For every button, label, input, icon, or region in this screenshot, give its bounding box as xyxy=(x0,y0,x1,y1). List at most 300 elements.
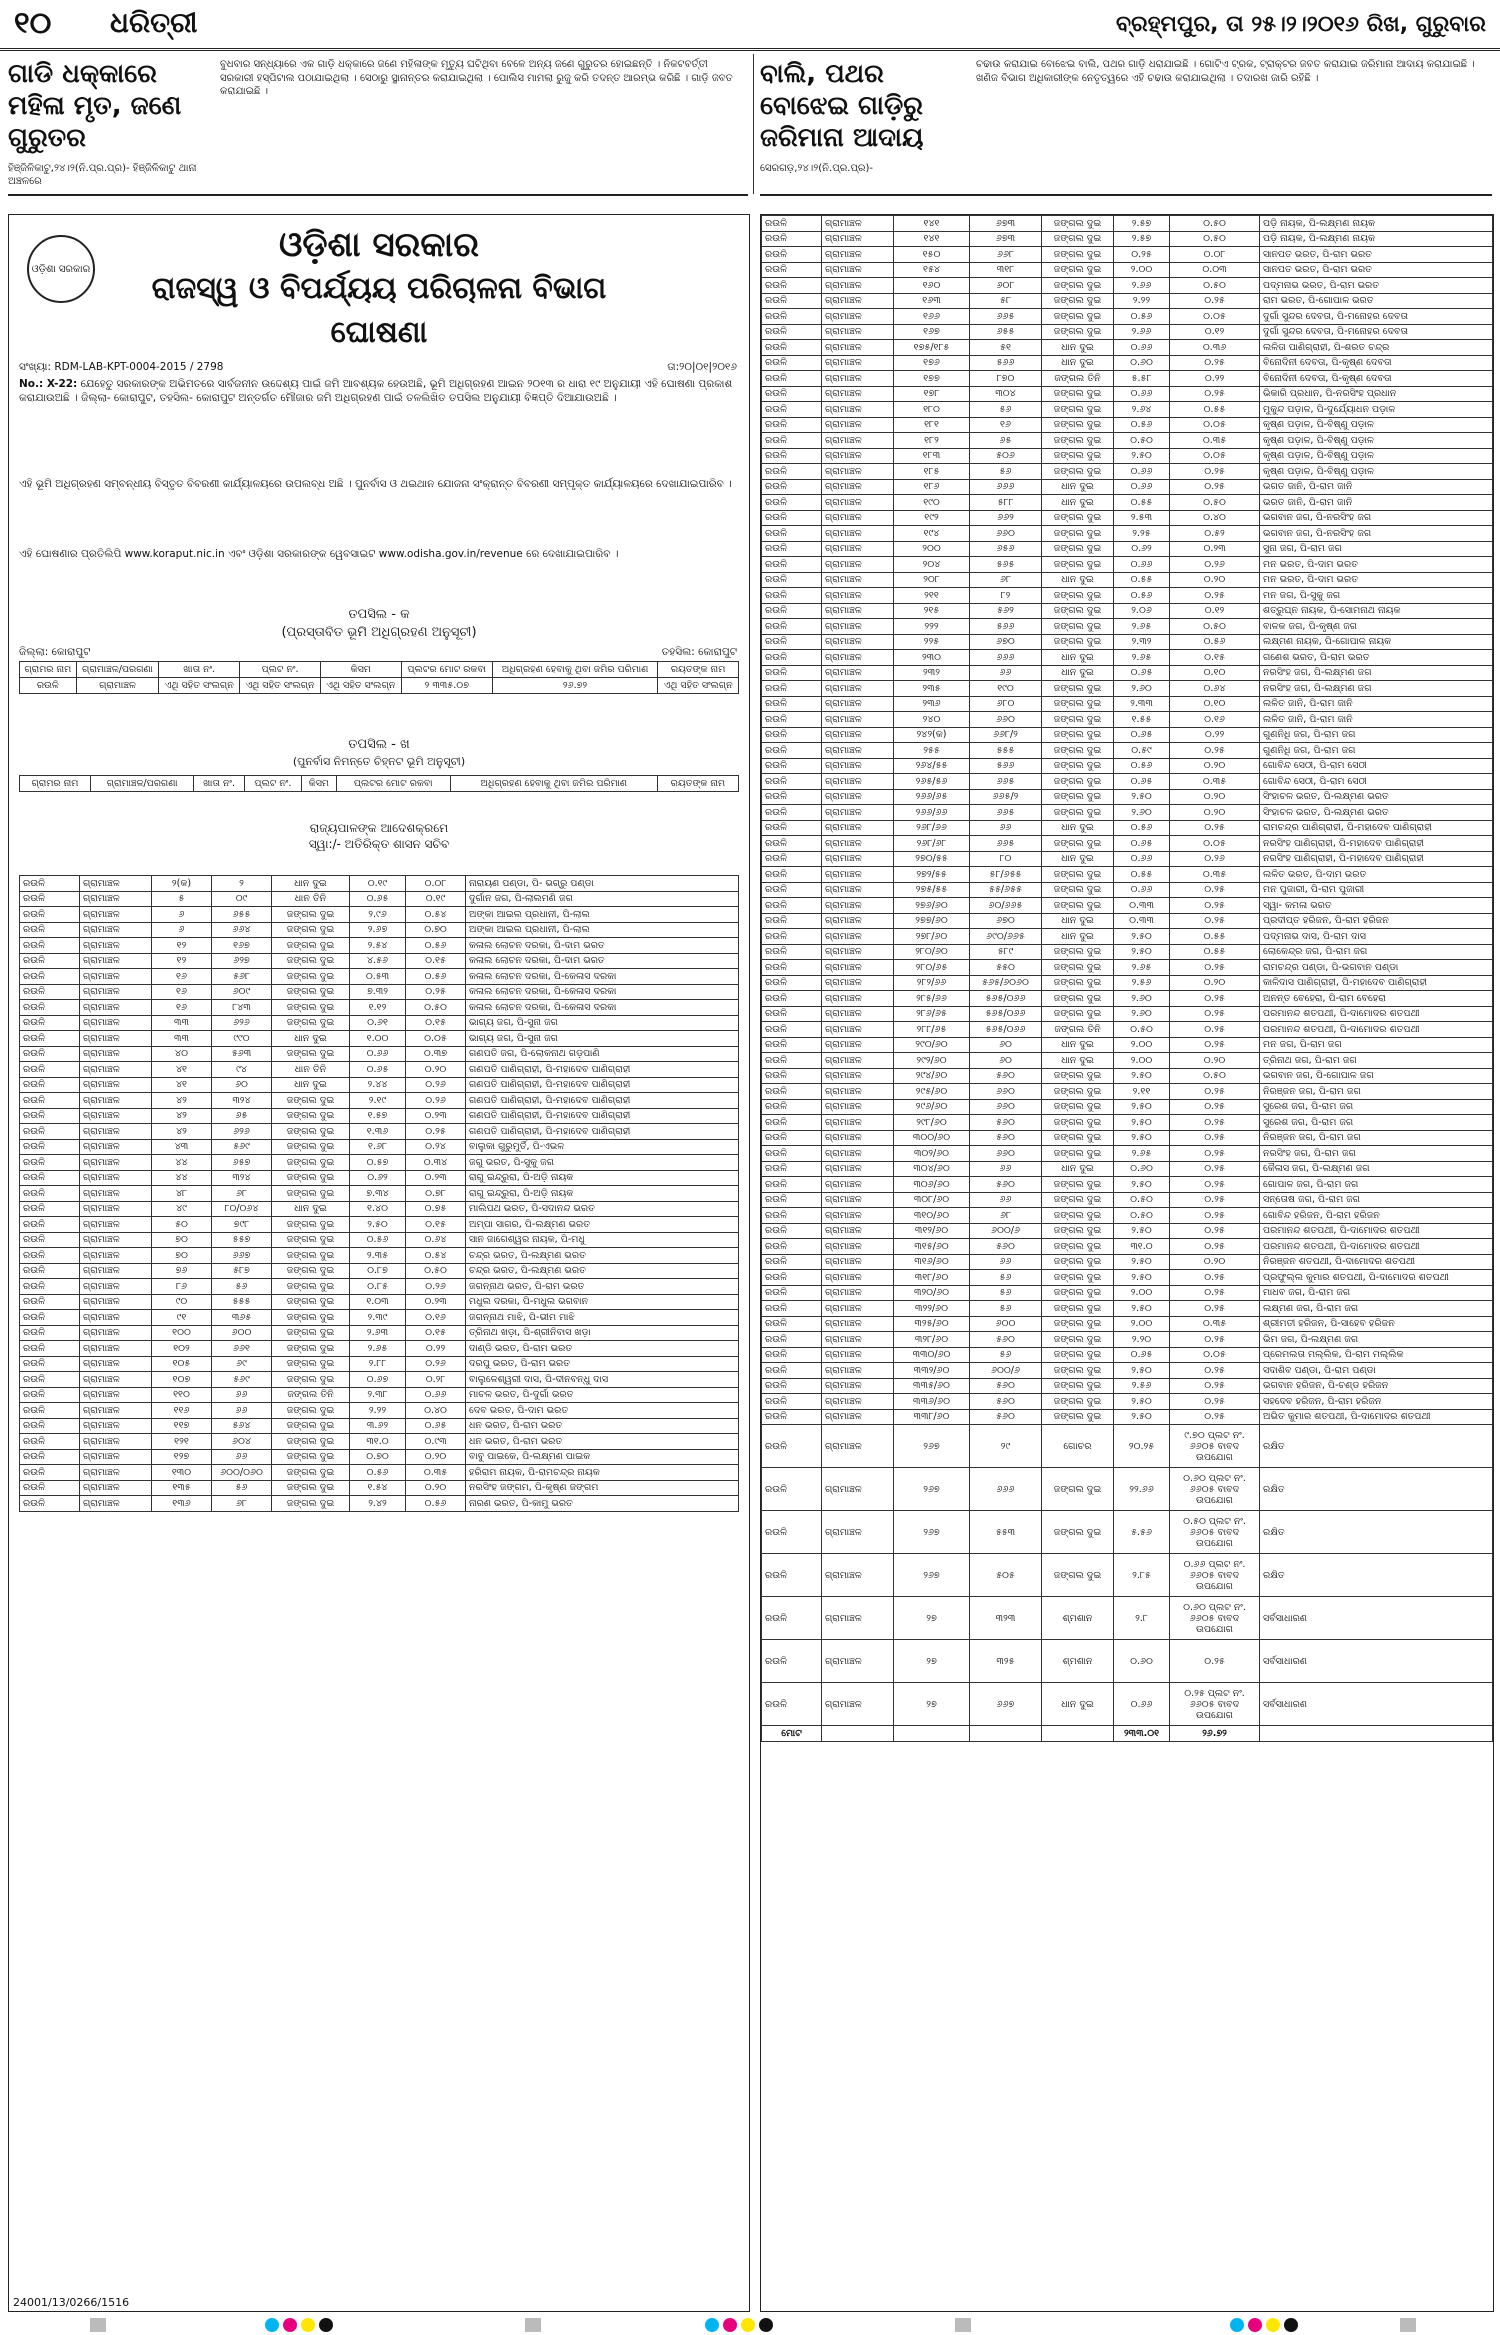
table-cell: ଜଙ୍ଗଲ ଦୁଇ xyxy=(1042,541,1114,557)
table-cell: ରଉଳି xyxy=(762,510,822,526)
table-cell: ୦.୬୬ xyxy=(1114,386,1170,402)
table-cell: ୦.୨୫ xyxy=(1170,898,1260,914)
table-cell: ସହଦେବ ହରିଜନ, ପି-ରାମ ହରିଜନ xyxy=(1260,1394,1493,1410)
table-cell: ଧାନ ଦୁଇ xyxy=(1042,913,1114,929)
table-row xyxy=(762,1640,1493,1683)
table-cell: ଜଙ୍ଗଲ ଦୁଇ xyxy=(1042,1192,1114,1208)
table-cell: ଗ୍ରାମାଞ୍ଚଳ xyxy=(80,1480,152,1496)
table-cell: ୨୮୦/୬୫ xyxy=(894,960,970,976)
table-cell: ଗ୍ରାମାଞ୍ଚଳ xyxy=(822,1554,894,1597)
table-row xyxy=(762,789,1493,805)
table-cell: ଗ୍ରାମାଞ୍ଚଳ xyxy=(822,867,894,883)
col-header: ପ୍ଲଟ ନଂ. xyxy=(240,662,321,678)
table-cell: ୦.୨୫ xyxy=(1170,1161,1260,1177)
news-headline: ବାଲି, ପଥର ବୋଝେଇ ଗାଡ଼ିରୁ ଜରିମାନା ଆଦାୟ xyxy=(760,59,924,153)
table-cell: ଜଙ୍ଗଲ ଦୁଇ xyxy=(1042,1394,1114,1410)
table-cell: ରଉଳି xyxy=(762,882,822,898)
table-cell: ରଉଳି xyxy=(762,340,822,356)
table-cell: ରଉଳି xyxy=(762,774,822,790)
total-cell xyxy=(1260,1726,1493,1742)
table-cell: ୦.୭୫ xyxy=(406,1201,466,1217)
table-cell: ୦.୧୦ xyxy=(1170,696,1260,712)
table-cell: ୩୩୦/୬୦ xyxy=(894,1347,970,1363)
table-row xyxy=(762,836,1493,852)
table-cell: ୬୭୦ xyxy=(970,913,1042,929)
table-cell: ୬୬ xyxy=(970,820,1042,836)
table-cell: ଜଙ୍ଗଲ ଦୁଇ xyxy=(1042,1099,1114,1115)
table-cell: ୫୫୭ xyxy=(212,1232,272,1248)
table-cell: ଗ୍ରାମାଞ୍ଚଳ xyxy=(822,572,894,588)
table-cell: ଲକ୍ଷ୍ମଣ ଜଗ, ପି-ରାମ ଜଗ xyxy=(1260,1301,1493,1317)
table-row xyxy=(762,1468,1493,1511)
table-cell: ରଉଳି xyxy=(762,1239,822,1255)
table-cell: ଜଙ୍ଗଲ ଦୁଇ xyxy=(1042,1084,1114,1100)
table-cell: ୦.୨୫ xyxy=(1170,743,1260,759)
table-cell: ୬୬୧ xyxy=(212,1341,272,1357)
table-cell: ୫୬୯ xyxy=(212,1372,272,1388)
table-cell: ୨.୦୦ xyxy=(1114,1285,1170,1301)
table-cell: ୨୬୫/୫୬ xyxy=(894,774,970,790)
table-row xyxy=(762,774,1493,790)
table-cell: ଜଙ୍ଗଲ ଦୁଇ xyxy=(272,1325,350,1341)
table-cell: ୫୦୫ xyxy=(970,1554,1042,1597)
table-cell: ୦.୫୫ xyxy=(1170,929,1260,945)
table-cell: ଧାନ ଦୁଇ xyxy=(272,1077,350,1093)
table-row xyxy=(762,1053,1493,1069)
table-row xyxy=(20,1139,739,1155)
table-cell: ରଉଳି xyxy=(20,1031,80,1047)
table-cell: ରଉଳି xyxy=(762,479,822,495)
table-row xyxy=(20,1403,739,1419)
table-cell: ଜଙ୍ଗଲ ଦୁଇ xyxy=(272,1155,350,1171)
table-cell: ରଉଳି xyxy=(762,262,822,278)
table-cell: ଗ୍ରାମାଞ୍ଚଳ xyxy=(822,464,894,480)
table-cell: ରଉଳି xyxy=(20,1279,80,1295)
table-cell: କୈଳାସ ଜଗ, ପି-ଲକ୍ଷ୍ମଣ ଜଗ xyxy=(1260,1161,1493,1177)
table-row xyxy=(20,1124,739,1140)
table-cell: ଗ୍ରାମାଞ୍ଚଳ xyxy=(80,1031,152,1047)
notice-para-1-text: ଯେହେତୁ ସରକାରଙ୍କ ଅଭିମତରେ ସାର୍ବଜନୀନ ଉଦ୍ଦେଶ୍ୟ ପାଇଁ ଜମି ଆବଶ୍ୟକ ହେଉଅଛି, ଭୂମି ଅଧିଗ୍ରହଣ ଆଇନ ୨୦୧୩ ର ଧାରା ୧୯ ଅନୁଯାୟୀ ଏହି ଘୋଷଣା ପ୍ରକାଶ କରାଯାଉଅଛି । ଜିଲ୍ଲା- କୋରାପୁଟ, ତହସିଲ- କୋରାପୁଟ ଅନ୍ତର୍ଗତ ମୌଜାର ଜମି ଅଧିଗ୍ରହଣ ପାଇଁ ତଳଲିଖିତ ତପସିଲ ଅନୁଯାୟୀ ବିଜ୍ଞପ୍ତି ଦିଆଯାଉଅଛି । xyxy=(19,378,733,405)
table-cell: ଗ୍ରାମାଞ୍ଚଳ xyxy=(822,991,894,1007)
district-label: ଜିଲ୍ଲା: କୋରାପୁଟ xyxy=(19,646,91,658)
table-cell: ରଉଳି xyxy=(20,1263,80,1279)
table-cell: ମନ ଭରତ, ପି-ଦାମ ଭରତ xyxy=(1260,557,1493,573)
table-cell: ନିରଞ୍ଜନ ଜଗ, ପି-ରାମ ଜଗ xyxy=(1260,1130,1493,1146)
table-cell: ୫୬୫ xyxy=(970,557,1042,573)
summary-cell: ରଉଳି xyxy=(20,678,77,694)
table-cell: ଗ୍ରାମାଞ୍ଚଳ xyxy=(822,417,894,433)
table-cell: ୩୨୫ xyxy=(970,1640,1042,1683)
table-cell: ୨.୬୭ xyxy=(350,922,406,938)
table-row xyxy=(762,913,1493,929)
table-cell: ଧାନ ଦୁଇ xyxy=(1042,820,1114,836)
table-cell: ପରମାନନ୍ଦ ଶତପଥୀ, ପି-ଦାମୋଦର ଶତପଥୀ xyxy=(1260,1239,1493,1255)
col-header: କିସମ xyxy=(302,776,337,792)
table-cell: ୦.୩୩ xyxy=(1114,913,1170,929)
table-row xyxy=(762,1084,1493,1100)
table-cell: ଗ୍ରାମାଞ୍ଚଳ xyxy=(822,1378,894,1394)
table-cell: ପରମାନନ୍ଦ ଶତପଥୀ, ପି-ଦାମୋଦର ଶତପଥୀ xyxy=(1260,1022,1493,1038)
table-cell: ଗ୍ରାମାଞ୍ଚଳ xyxy=(822,371,894,387)
table-cell: ୬୦୦ xyxy=(970,1316,1042,1332)
table-cell: ଜଙ୍ଗଲ ଦୁଇ xyxy=(272,1186,350,1202)
table-cell: ୦.୨୦ xyxy=(1170,572,1260,588)
table-cell: ୦.୬୫ xyxy=(1114,727,1170,743)
table-cell: ୦.୦୮ xyxy=(1170,247,1260,263)
table-cell: ପ୍ରେମଲତା ମଲ୍ଲିକ, ପି-ରାମ ମଲ୍ଲିକ xyxy=(1260,1347,1493,1363)
table-cell: ଗ୍ରାମାଞ୍ଚଳ xyxy=(822,1146,894,1162)
table-cell: ୦.୧୬ xyxy=(406,1310,466,1326)
registration-mark xyxy=(705,2318,719,2332)
table-cell: ଦୁର୍ଗାନ ଜଗ, ପି-ଲାଲମଣି ଜଗ xyxy=(466,891,739,907)
table-cell: ରଉଳି xyxy=(762,402,822,418)
table-cell: ୬୦୦/୬ xyxy=(970,1363,1042,1379)
table-cell: ଧାନ ତିନି xyxy=(272,1062,350,1078)
notice-ref-line xyxy=(19,360,737,374)
col-header: ଅଧିଗ୍ରହଣ ହେବାକୁ ଥିବା ଜମିର ପରିମାଣ xyxy=(450,776,657,792)
table-cell: ୨.୬୦ xyxy=(1114,991,1170,1007)
table-cell: ୨.୫୭ xyxy=(1114,231,1170,247)
table-cell: ଗ୍ରାମାଞ୍ଚଳ xyxy=(80,1449,152,1465)
table-cell: ୩୦୮/୬୦ xyxy=(894,1192,970,1208)
table-cell: ୦.୩୬ xyxy=(1170,340,1260,356)
table-cell: ୬୦ xyxy=(970,1037,1042,1053)
table-cell: ୬୦୦/୬ xyxy=(970,1223,1042,1239)
table-cell: ୨.୨୨ xyxy=(1114,293,1170,309)
table-cell: ରଉଳି xyxy=(762,758,822,774)
table-cell: କଳାଲ ଲୋଚନ ଦରକା, ପି-ଦାମ ଭରତ xyxy=(466,953,739,969)
table-cell: ୨୩୦ xyxy=(894,650,970,666)
table-cell: ୨୬୮/୬୮ xyxy=(894,836,970,852)
table-cell: ରଉଳି xyxy=(20,1093,80,1109)
table-row xyxy=(20,1465,739,1481)
table-cell: ୮୪୩ xyxy=(212,1000,272,1016)
table-cell: ରଉଳି xyxy=(762,820,822,836)
table-cell: ଭରତ ଜାନି, ପି-ରାମ ଜାନି xyxy=(1260,495,1493,511)
table-cell: ମଧୁଲ ଦରକା, ପି-ମଧୁଲ ଭଗବାନ xyxy=(466,1294,739,1310)
table-cell: ୨.୩୨ xyxy=(1114,634,1170,650)
table-cell: ୦.୬୬ xyxy=(1114,340,1170,356)
table-cell: ଗୋବିନ୍ଦ ହରିଜନ, ପି-ରାମ ହରିଜନ xyxy=(1260,1208,1493,1224)
table-cell: ରଉଳି xyxy=(20,1403,80,1419)
table-cell: ୨୯୫/୬୦ xyxy=(894,1084,970,1100)
table-cell: ଭଗବାନ ଜଗ, ପି-ନରସିଂହ ଜଗ xyxy=(1260,526,1493,542)
summary-cell: ୨ ୩୩୫.୦୭ xyxy=(401,678,492,694)
table-cell: କୃଷ୍ଣ ପଡ଼ାଳ, ପି-ବିଷ୍ଣୁ ପଡ଼ାଳ xyxy=(1260,417,1493,433)
table-cell: ରଉଳି xyxy=(762,1177,822,1193)
news-body: ବୁଧବାର ସନ୍ଧ୍ୟାରେ ଏକ ଗାଡ଼ି ଧକ୍କାରେ ଜଣେ ମହିଳାଙ୍କ ମୃତ୍ୟୁ ଘଟିଥିବା ବେଳେ ଅନ୍ୟ ଜଣେ ଗୁରୁତର ହୋଇଛନ୍ତି । ନିକଟବର୍ତ୍ତୀ ସରକାରୀ ହସ୍ପିଟାଲ ପଠାଯାଇଥିଲା । ସେଠାରୁ ସ୍ଥାନାନ୍ତର କରାଯାଇଥିଲା । ପୋଲିସ ମାମଲା ରୁଜୁ କରି ତଦନ୍ତ ଆରମ୍ଭ କରିଛି । ଗାଡ଼ି ଜବତ କରାଯାଇଛି । xyxy=(220,59,733,97)
table-cell: ୬୬୨ xyxy=(970,510,1042,526)
masthead xyxy=(0,0,1500,51)
table-cell: ୦.୫୫ xyxy=(1114,572,1170,588)
table-cell: ଗ୍ରାମାଞ୍ଚଳ xyxy=(80,1372,152,1388)
table-cell: ଗ୍ରାମାଞ୍ଚଳ xyxy=(822,247,894,263)
table-cell: ୦.୫୨ xyxy=(1170,526,1260,542)
table-cell: ୪୧ xyxy=(152,1062,212,1078)
total-cell: ୨୬.୭୨ xyxy=(1170,1726,1260,1742)
table-cell: ୬ xyxy=(152,907,212,923)
table-cell: ଦେବ ଭରତ, ପି-ଦାମ ଭରତ xyxy=(466,1403,739,1419)
table-cell: ୩୨୨/୬୦ xyxy=(894,1301,970,1317)
table-cell: ୨.୬୫ xyxy=(1114,650,1170,666)
table-cell: ଜଙ୍ଗଲ ଦୁଇ xyxy=(272,1248,350,1264)
table-cell: ୧୮୬ xyxy=(894,479,970,495)
table-cell: ନରସିଂହ ଜଗ, ପି-ଲକ୍ଷ୍ମଣ ଜଗ xyxy=(1260,681,1493,697)
summary-header-row xyxy=(20,662,739,678)
table-cell: ଗ୍ରାମାଞ୍ଚଳ xyxy=(822,681,894,697)
table-cell: ରଉଳି xyxy=(20,891,80,907)
table-cell: ଜଙ୍ଗଲ ଦୁଇ xyxy=(1042,960,1114,976)
table-cell: ସାନପତ ଭରତ, ପି-ରାମ ଭରତ xyxy=(1260,262,1493,278)
table-row xyxy=(762,975,1493,991)
table-cell: ଜଙ୍ଗଲ ଦୁଇ xyxy=(1042,944,1114,960)
table-cell: ଗ୍ରାମାଞ୍ଚଳ xyxy=(822,696,894,712)
table-row xyxy=(762,820,1493,836)
table-cell: ୧୩୫ xyxy=(152,1480,212,1496)
table-cell: ରଉଳି xyxy=(762,541,822,557)
table-cell: ଧାନ ଦୁଇ xyxy=(1042,479,1114,495)
table-cell: ଗ୍ରାମାଞ୍ଚଳ xyxy=(822,603,894,619)
table-cell: ୨୯୨/୬୦ xyxy=(894,1053,970,1069)
table-cell: ରଉଳି xyxy=(762,417,822,433)
table-cell: ୫୦୬ xyxy=(970,448,1042,464)
table-cell: ଜଙ୍ଗଲ ଦୁଇ xyxy=(1042,464,1114,480)
table-cell: ୨.୫୦ xyxy=(1114,929,1170,945)
table-cell: ଗୋଚର xyxy=(1042,1425,1114,1468)
table-cell: ୬୦ xyxy=(212,1077,272,1093)
table-cell: ୦.୦୫ xyxy=(1170,1347,1260,1363)
table-cell: ଗ୍ରାମାଞ୍ଚଳ xyxy=(822,1208,894,1224)
table-cell: ୩୧୦/୬୦ xyxy=(894,1208,970,1224)
table-cell: ଜଙ୍ଗଲ ଦୁଇ xyxy=(1042,1068,1114,1084)
table-cell: ଅନନ୍ତ ବେହେରା, ପି-ରାମ ବେହେରା xyxy=(1260,991,1493,1007)
table-cell: ରକ୍ଷିତ xyxy=(1260,1425,1493,1468)
table-cell: ୦.୨୫ xyxy=(406,1124,466,1140)
table-cell: ଗ୍ରାମାଞ୍ଚଳ xyxy=(80,1000,152,1016)
table-cell: ୨.୩୮ xyxy=(350,1387,406,1403)
table-cell: ୦.୫୦ xyxy=(1170,278,1260,294)
table-cell: ଜଙ୍ଗଲ ଦୁଇ xyxy=(272,1480,350,1496)
table-cell: ଗ୍ରାମାଞ୍ଚଳ xyxy=(822,1161,894,1177)
table-cell: ଗ୍ରାମାଞ୍ଚଳ xyxy=(80,907,152,923)
table-cell: ୩୧୬/୬୦ xyxy=(894,1254,970,1270)
table-cell: ୦.୬୦ xyxy=(1114,355,1170,371)
table-cell: ରଉଳି xyxy=(762,1270,822,1286)
table-cell: ୦.୨୫ xyxy=(1170,1223,1260,1239)
table-cell: ୧.୫୫ xyxy=(1114,712,1170,728)
table-cell: ୦.୨୫ xyxy=(1170,1301,1260,1317)
table-cell: ୦.୨୫ xyxy=(1170,882,1260,898)
table-cell: ଗ୍ରାମାଞ୍ଚଳ xyxy=(80,1496,152,1512)
registration-mark xyxy=(723,2318,737,2332)
registration-mark xyxy=(1400,2318,1416,2332)
table-cell: ଗ୍ରାମାଞ୍ଚଳ xyxy=(80,1263,152,1279)
govt-seal-icon: ଓଡ଼ିଶା ସରକାର xyxy=(27,235,95,303)
table-row xyxy=(20,891,739,907)
table-cell: ୦.୨୫ xyxy=(1170,1084,1260,1100)
table-cell: ୨.୫୦ xyxy=(1114,1068,1170,1084)
table-row xyxy=(20,1186,739,1202)
table-cell: ରାମଚନ୍ଦ୍ର ପଣ୍ଡା, ପି-ଭଗବାନ ପଣ୍ଡା xyxy=(1260,960,1493,976)
table-cell: ୬୬୮/୨ xyxy=(970,727,1042,743)
table-cell: ଜଗନ୍ନାଥ ଭରତ, ପି-ରାମ ଭରତ xyxy=(466,1279,739,1295)
table-cell: ୦.୨୨ xyxy=(1170,371,1260,387)
table-cell: ୧୬୭ xyxy=(212,938,272,954)
summary-cell: ଏଥି ସହିତ ସଂଲଗ୍ନ xyxy=(159,678,240,694)
table-cell: ଗଣେଶ ଭରତ, ପି-ରାମ ଭରତ xyxy=(1260,650,1493,666)
table-cell: ରଉଳି xyxy=(762,293,822,309)
table-row xyxy=(762,1208,1493,1224)
table-cell: ଗ୍ରାମାଞ୍ଚଳ xyxy=(822,1316,894,1332)
table-cell: ଗ୍ରାମାଞ୍ଚଳ xyxy=(80,1077,152,1093)
table-cell: ୫୬୦ xyxy=(970,1068,1042,1084)
col-header: ଖାତା ନଂ. xyxy=(159,662,240,678)
table-cell: ୩୩ xyxy=(152,1031,212,1047)
table-cell: ୦.୬୦ xyxy=(1114,1640,1170,1683)
col-header: ଗ୍ରାମର ନାମ xyxy=(20,776,91,792)
table-cell: ଜଙ୍ଗଲ ଦୁଇ xyxy=(1042,402,1114,418)
table-row xyxy=(762,588,1493,604)
table-cell: ଗ୍ରାମାଞ୍ଚଳ xyxy=(822,851,894,867)
table-cell: ରଉଳି xyxy=(20,1465,80,1481)
table-cell: ଜଙ୍ଗଲ ଦୁଇ xyxy=(1042,386,1114,402)
table-cell: ରଉଳି xyxy=(762,433,822,449)
summary-cell: ଏଥି ସହିତ ସଂଲଗ୍ନ xyxy=(658,678,739,694)
table-cell: ଜଙ୍ଗଲ ଦୁଇ xyxy=(272,938,350,954)
table-row xyxy=(762,898,1493,914)
table-cell: ୧୯୪ xyxy=(894,526,970,542)
table-cell: ଗ୍ରାମାଞ୍ଚଳ xyxy=(80,1139,152,1155)
table-cell: ୬୬୫ xyxy=(970,309,1042,325)
table-cell: ୦.୭୦ xyxy=(406,922,466,938)
table-cell: ୦.୨୫ xyxy=(1170,1099,1260,1115)
table-cell: ଜଙ୍ଗଲ ଦୁଇ xyxy=(1042,588,1114,604)
table-row xyxy=(762,541,1493,557)
table-cell: ୨.୦୦ xyxy=(1114,262,1170,278)
table-cell: ୨.୫୦ xyxy=(1114,1254,1170,1270)
table-cell: ଜଙ୍ଗଲ ଦୁଇ xyxy=(1042,262,1114,278)
table-cell: ୨୮୨/୬୬ xyxy=(894,975,970,991)
table-cell: ଜଙ୍ଗଲ ଦୁଇ xyxy=(1042,324,1114,340)
table-cell: ୧୯୦ xyxy=(970,681,1042,697)
table-cell: ତ୍ରିନାଥ ଜଗ, ପି-ରାମ ଜଗ xyxy=(1260,1053,1493,1069)
table-cell: ୨୬୬/୬୬ xyxy=(894,805,970,821)
table-cell: ୧୦୭ xyxy=(152,1372,212,1388)
table-cell: ୨୭୦/୫୫ xyxy=(894,851,970,867)
table-cell: ୦.୫୭ xyxy=(350,1155,406,1171)
schedule-kha-title: ତପସିଲ - ଖ xyxy=(348,737,410,752)
table-cell: ଗ୍ରାମାଞ୍ଚଳ xyxy=(80,1434,152,1450)
table-cell: ମନ ଜଗ, ପି-ରାମ ଜଗ xyxy=(1260,1037,1493,1053)
table-row xyxy=(20,1263,739,1279)
table-cell: ଜଙ୍ଗଲ ଦୁଇ xyxy=(1042,1316,1114,1332)
table-cell: ରଉଳି xyxy=(762,1068,822,1084)
table-cell: ୫ xyxy=(152,891,212,907)
table-row xyxy=(762,681,1493,697)
column-divider xyxy=(753,54,754,194)
table-cell: ୨୨୨ xyxy=(894,619,970,635)
table-cell: ୫୮/୬୫୫ xyxy=(970,867,1042,883)
table-cell: ୦.୭୮ xyxy=(406,1186,466,1202)
table-cell: ୦.୪୦ xyxy=(1170,510,1260,526)
table-cell: ୦.୫୫ xyxy=(1114,867,1170,883)
table-row xyxy=(762,1177,1493,1193)
registration-mark xyxy=(1266,2318,1280,2332)
table-row xyxy=(762,882,1493,898)
table-cell: ଜଙ୍ଗଲ ଦୁଇ xyxy=(1042,1409,1114,1425)
table-cell: ୦.୨୦ xyxy=(1170,789,1260,805)
table-cell: ଗ୍ରାମାଞ୍ଚଳ xyxy=(80,1046,152,1062)
table-cell: ୬୬୬ xyxy=(970,479,1042,495)
table-cell: ୦.୨୫ xyxy=(1170,1332,1260,1348)
table-cell: ରଉଳି xyxy=(762,929,822,945)
table-row xyxy=(762,650,1493,666)
table-cell: ୦.୦୫ xyxy=(1170,448,1260,464)
col-header: ପ୍ଲଟର ମୋଟ ରକବା xyxy=(336,776,450,792)
table-cell: ୩୦୨/୬୦ xyxy=(894,1146,970,1162)
dateline: ବ୍ରହ୍ମପୁର, ତା ୨୫।୨।୨୦୧୬ ରିଖ, ଗୁରୁବାର xyxy=(1116,12,1486,37)
table-cell: ୦.୨୦ xyxy=(406,1480,466,1496)
table-cell: ୨୧୧ xyxy=(894,588,970,604)
table-cell: ଗ୍ରାମାଞ୍ଚଳ xyxy=(822,1068,894,1084)
table-cell: ୨୯୮/୬୦ xyxy=(894,1115,970,1131)
table-cell: ରଉଳି xyxy=(762,681,822,697)
table-cell: ୫୬ xyxy=(970,1301,1042,1317)
table-cell: ଜଙ୍ଗଲ ଦୁଇ xyxy=(272,984,350,1000)
table-cell: ୦.୧୯ xyxy=(350,876,406,892)
table-cell: ମନ ପୁଜାରୀ, ପି-ରାମ ପୁଜାରୀ xyxy=(1260,882,1493,898)
table-row xyxy=(762,464,1493,480)
table-cell: ଗ୍ରାମାଞ୍ଚଳ xyxy=(822,1332,894,1348)
table-cell: ୧୮୫ xyxy=(894,464,970,480)
table-cell: ଗଣପତି ପାଣିଗ୍ରାହୀ, ପି-ମହାଦେବ ପାଣିଗ୍ରାହୀ xyxy=(466,1108,739,1124)
table-cell: ୦.୧୫ xyxy=(406,1217,466,1233)
table-cell: ୦.୧୫ xyxy=(1170,650,1260,666)
table-cell: ଜଙ୍ଗଲ ଦୁଇ xyxy=(272,1356,350,1372)
table-row xyxy=(762,231,1493,247)
notice-para-3: ଏହି ଘୋଷଣାର ପ୍ରତିଲିପି www.koraput.nic.in ଏବଂ ଓଡ଼ିଶା ସରକାରଙ୍କ ୱେବସାଇଟ www.odisha.gov.in/revenue ରେ ଦେଖାଯାଇପାରିବ । xyxy=(19,548,619,560)
table-cell: ୨୩୫ xyxy=(894,681,970,697)
table-cell: ୨୭୬/୬୦ xyxy=(894,898,970,914)
table-cell: ଗ୍ରାମାଞ୍ଚଳ xyxy=(822,1099,894,1115)
table-cell: ମୁକୁନ୍ଦ ପଡ଼ାଳ, ପି-ଦୁର୍ଯ୍ୟୋଧନ ପଡ଼ାଳ xyxy=(1260,402,1493,418)
table-cell: ଜଙ୍ଗଲ ଦୁଇ xyxy=(272,1341,350,1357)
table-cell: ୦.୩୫ xyxy=(1170,433,1260,449)
col-header: ଗ୍ରାମର ନାମ xyxy=(20,662,77,678)
table-cell: ଜଙ୍ଗଲ ଦୁଇ xyxy=(1042,789,1114,805)
table-cell: ୬୫ xyxy=(970,433,1042,449)
table-cell: ଗ୍ରାମାଞ୍ଚଳ xyxy=(80,1015,152,1031)
table-row xyxy=(762,727,1493,743)
table-cell: ୫୬୮ xyxy=(212,969,272,985)
table-cell: ୦.୨୫ xyxy=(1170,1146,1260,1162)
col-header: ଅଧିଗ୍ରହଣ ହେବାକୁ ଥିବା ଜମିର ପରିମାଣ xyxy=(492,662,657,678)
table-cell: ରଉଳି xyxy=(762,1640,822,1683)
table-cell: ଜଙ୍ଗଲ ଦୁଇ xyxy=(1042,1301,1114,1317)
table-cell: ୫୬୫/୦୬୬ xyxy=(970,1022,1042,1038)
table-row xyxy=(762,572,1493,588)
table-row xyxy=(762,1511,1493,1554)
table-cell: ଗ୍ରାମାଞ୍ଚଳ xyxy=(822,975,894,991)
table-cell: ୫୬୫/୦୬୬ xyxy=(970,991,1042,1007)
table-cell: ଜଙ୍ଗଲ ଦୁଇ xyxy=(272,922,350,938)
table-cell: ୫୫୫ xyxy=(212,1294,272,1310)
table-cell: ରଉଳି xyxy=(20,1201,80,1217)
table-cell: ୨.୬୫ xyxy=(1114,960,1170,976)
table-cell: ବାଳକ ଜଗ, ପି-କୃଷ୍ଣ ଜଗ xyxy=(1260,619,1493,635)
table-cell: ୩୬୫ xyxy=(212,1310,272,1326)
schedule-ka-title: ତପସିଲ - କ xyxy=(348,607,410,622)
